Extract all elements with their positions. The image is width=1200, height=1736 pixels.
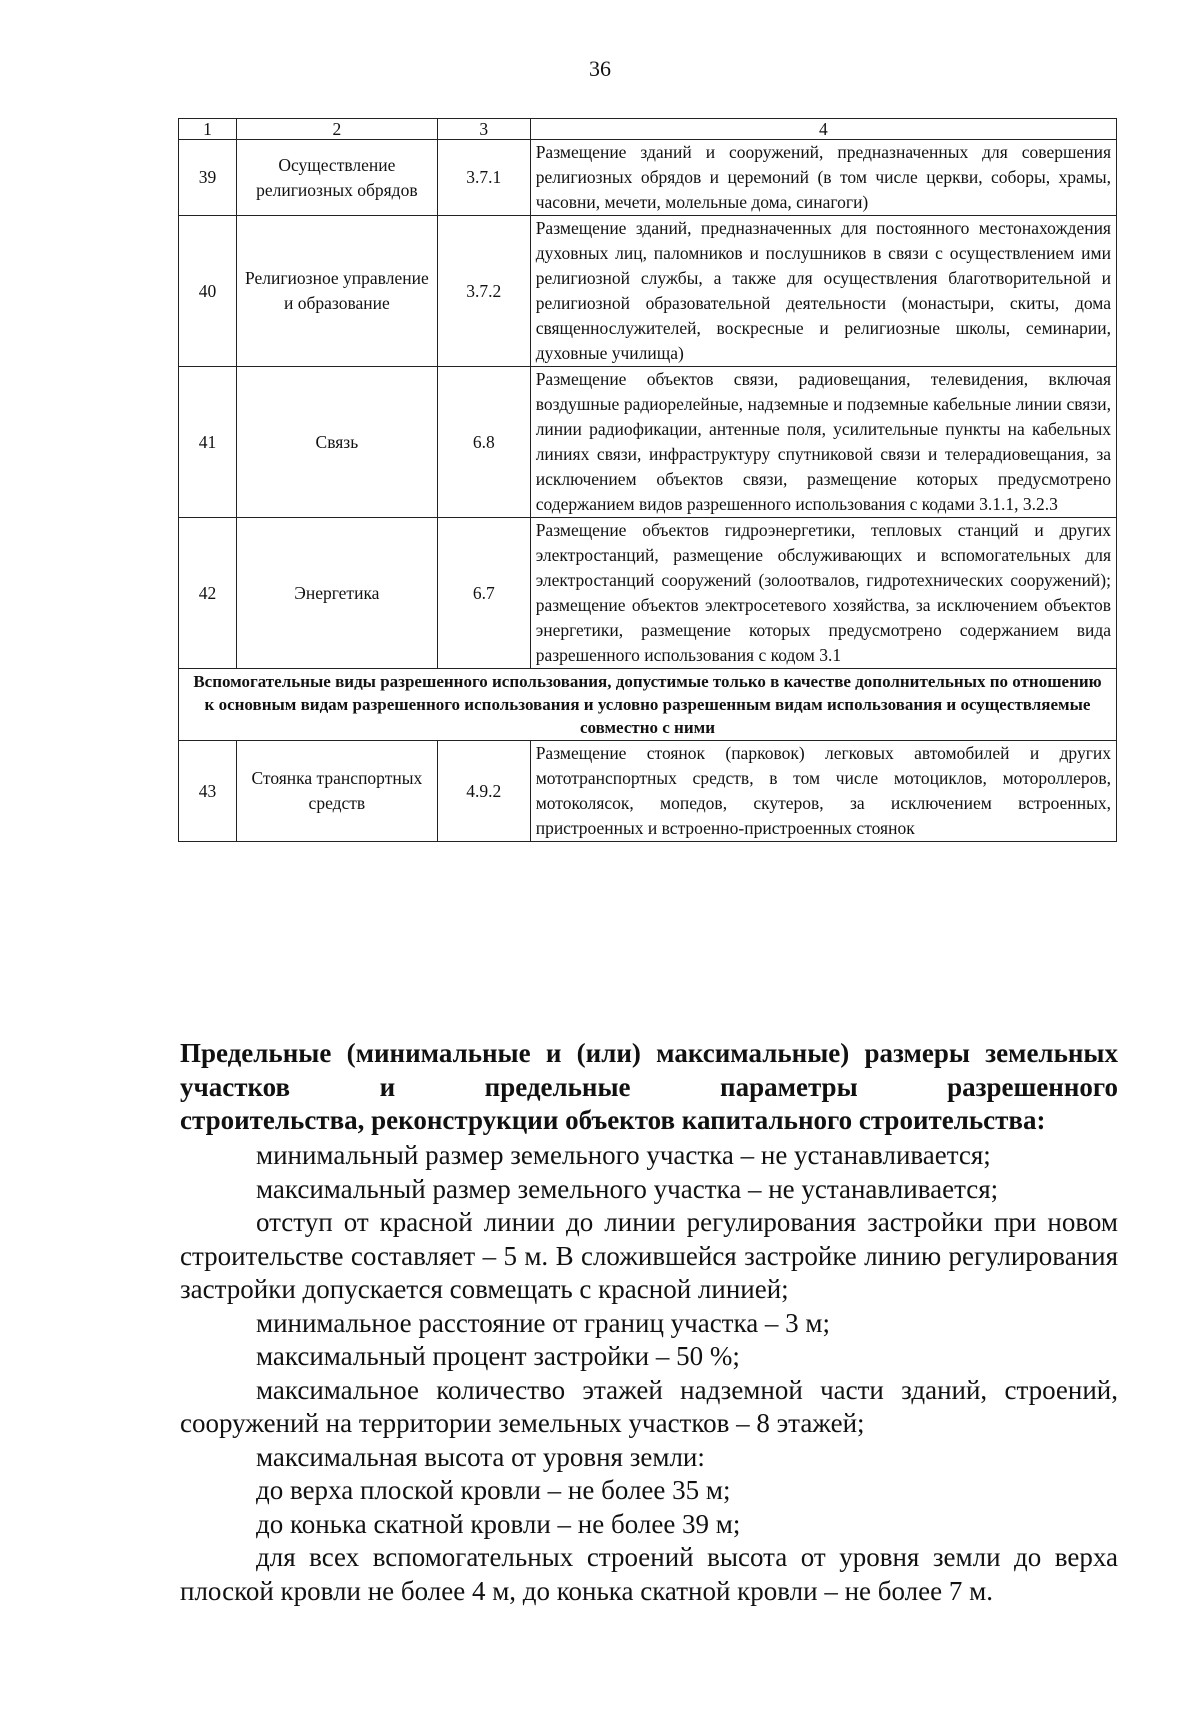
row-number: 42 bbox=[179, 518, 237, 669]
use-type-name: Энергетика bbox=[236, 518, 437, 669]
table-row bbox=[179, 140, 1117, 216]
page-number: 36 bbox=[589, 56, 611, 81]
use-type-code: 3.7.1 bbox=[437, 140, 530, 216]
land-use-table bbox=[178, 118, 1117, 842]
use-type-description: Размещение зданий и сооружений, предназначенных для совершения религиозных обрядов и церемоний (в том числе церкви, соборы, храмы, часовни, мечети, молельные дома, синагоги) bbox=[530, 140, 1116, 216]
use-type-description: Размещение объектов связи, радиовещания, телевидения, включая воздушные радиорелейные, надземные и подземные кабельные линии связи, линии радиофикации, антенные поля, усилительные пункты на кабельных линиях связи, инфраструктуру спутниковой связи и телерадиовещания, за исключением объектов связи, размещение которых предусмотрено содержанием видов разрешенного использования с кодами 3.1.1, 3.2.3 bbox=[530, 367, 1116, 518]
use-type-name: Осуществление религиозных обрядов bbox=[236, 140, 437, 216]
table-section-row bbox=[179, 669, 1117, 741]
use-type-description: Размещение стоянок (парковок) легковых автомобилей и других мототранспортных средств, в том числе мотоциклов, мотороллеров, мотоколясок, мопедов, скутеров, за исключением встроенных, пристроенных и встроенно-пристроенных стоянок bbox=[530, 741, 1116, 842]
table-row bbox=[179, 216, 1117, 367]
parameter-item: до конька скатной кровли – не более 39 м; bbox=[256, 1508, 741, 1539]
row-number: 41 bbox=[179, 367, 237, 518]
use-type-name: Стоянка транспортных средств bbox=[236, 741, 437, 842]
parameter-item: максимальное количество этажей надземной части зданий, строений, сооружений на территории земельных участков – 8 этажей; bbox=[180, 1374, 1118, 1438]
use-type-description: Размещение зданий, предназначенных для постоянного местонахождения духовных лиц, паломников и послушников в связи с осуществлением ими религиозной службы, а также для осуществления благотворительной и религиозной образовательной деятельности (монастыри, скиты, дома священнослужителей, воскресные и религиозные школы, семинарии, духовные училища) bbox=[530, 216, 1116, 367]
use-type-code: 4.9.2 bbox=[437, 741, 530, 842]
parameters-list bbox=[180, 1139, 1118, 1608]
parameter-item: максимальный размер земельного участка – не устанавливается; bbox=[256, 1173, 999, 1204]
use-type-name: Религиозное управление и образование bbox=[236, 216, 437, 367]
table-row bbox=[179, 518, 1117, 669]
heading-line: строительства, реконструкции объектов капитального строительства: bbox=[180, 1105, 1046, 1135]
heading-line: Предельные (минимальные и (или) максимальные) размеры земельных участков и предельные параметры разрешенного bbox=[180, 1038, 1118, 1102]
table-row bbox=[179, 741, 1117, 842]
parameter-item: минимальный размер земельного участка – не устанавливается; bbox=[256, 1140, 991, 1170]
parameter-item: максимальный процент застройки – 50 %; bbox=[256, 1341, 740, 1371]
parameters-heading bbox=[180, 1037, 1118, 1138]
parameter-item: до верха плоской кровли – не более 35 м; bbox=[256, 1475, 731, 1505]
parameter-item: максимальная высота от уровня земли: bbox=[256, 1441, 705, 1472]
column-header: 2 bbox=[236, 119, 437, 140]
row-number: 40 bbox=[179, 216, 237, 367]
use-type-code: 6.8 bbox=[437, 367, 530, 518]
use-type-code: 3.7.2 bbox=[437, 216, 530, 367]
use-type-description: Размещение объектов гидроэнергетики, тепловых станций и других электростанций, размещение обслуживающих и вспомогательных для электростанций сооружений (золоотвалов, гидротехнических сооружений); размещение объектов электросетевого хозяйства, за исключением объектов энергетики, размещение которых предусмотрено содержанием вида разрешенного использования с кодом 3.1 bbox=[530, 518, 1116, 669]
section-title: Вспомогательные виды разрешенного использования, допустимые только в качестве дополнительных по отношению к основным видам разрешенного использования и условно разрешенным видам использования и осуществляемые совместно с ними bbox=[179, 669, 1117, 741]
row-number: 43 bbox=[179, 741, 237, 842]
column-header: 3 bbox=[437, 119, 530, 140]
table-header-row bbox=[179, 119, 1117, 140]
column-header: 4 bbox=[530, 119, 1116, 140]
parameter-item: отступ от красной линии до линии регулирования застройки при новом строительстве составляет – 5 м. В сложившейся застройке линию регулирования застройки допускается совмещать с красной линией; bbox=[180, 1207, 1118, 1304]
use-type-name: Связь bbox=[236, 367, 437, 518]
parameter-item: для всех вспомогательных строений высота от уровня земли до верха плоской кровли не более 4 м, до конька скатной кровли – не более 7 м. bbox=[180, 1542, 1118, 1606]
row-number: 39 bbox=[179, 140, 237, 216]
table-row bbox=[179, 367, 1117, 518]
parameter-item: минимальное расстояние от границ участка – 3 м; bbox=[256, 1307, 831, 1338]
column-header: 1 bbox=[179, 119, 237, 140]
use-type-code: 6.7 bbox=[437, 518, 530, 669]
